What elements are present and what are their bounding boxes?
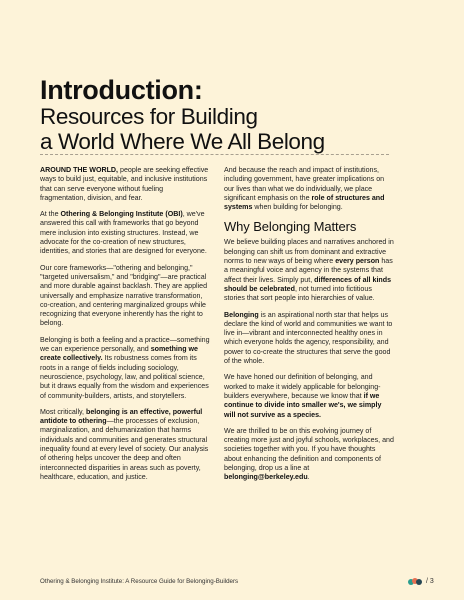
page-number: / 3 (426, 578, 434, 585)
intro-paragraph-1: AROUND THE WORLD, people are seeking effective ways to build just, equitable, and inclusive institutions that can serve everyone without fueling fragmentation, division, and fear. (40, 166, 209, 202)
right-paragraph-5: We are thrilled to be on this evolving journey of creating more just and joyful schools, workplaces, and societies together with you. If you have thoughts about enhancing the definition and components of belonging, drop us a line at belonging@berkeley.edu. (224, 426, 394, 482)
intro-paragraph-3: Our core frameworks—"othering and belonging," "targeted universalism," and "bridging"—are practical and more durable against backlash. They are applied universally and emphasize narrative transformation, co-creation, and centering marginalized groups while recognizing that everyone inherently has the right to belong. (40, 263, 208, 328)
dotted-divider (40, 154, 389, 155)
page-subtitle-line-2: a World Where We All Belong (40, 129, 325, 154)
intro-paragraph-5: Most critically, belonging is an effective, powerful antidote to othering—the processes of exclusion, marginalization, and dehumanization that harms individuals and communities and generates structural inequality found at every level of society. Our analysis of othering helps uncover the deep and often interconnected disparities in areas such as poverty, healthcare, education, and justice. (40, 407, 209, 481)
intro-paragraph-4: Belonging is both a feeling and a practice—something we can experience personally, and something we create collectively. Its robustness comes from its roots in a range of fields including sociology, neuroscience, psychology, law, and political science, but it draws equally from the wisdom and experiences of community-builders, artists, and storytellers. (40, 335, 210, 400)
page-footer (40, 577, 440, 589)
intro-lead-text: AROUND THE WORLD, (40, 166, 119, 174)
right-paragraph-3: Belonging is an aspirational north star that helps us declare the kind of world and communities we want to live in—vibrant and interconnected healthy ones in which everyone holds the agency, responsibility, and power to co-create the structures that serve the good of the whole. (224, 310, 393, 366)
institute-logo-icon (408, 578, 422, 586)
right-paragraph-4: We have honed our definition of belonging, and worked to make it widely applicable for belonging-builders everywhere, because we know that if we continue to divide into smaller we's, we simply will not survive as a species. (224, 373, 382, 419)
section-heading-why-belonging: Why Belonging Matters (224, 219, 357, 235)
right-paragraph-2: We believe building places and narratives anchored in belonging can shift us from dominant and extractive norms to new ways of being where every person has a meaningful voice and agency in the systems that affect their lives. Simply put, differences of all kinds should be celebrated, not turned into fictitious stories that sort people into hierarchies of value. (224, 238, 394, 303)
footer-text: Othering & Belonging Institute: A Resource Guide for Belonging-Builders (40, 578, 239, 585)
page-title: Introduction: (40, 75, 203, 105)
right-paragraph-1: And because the reach and impact of institutions, including government, have greater implications on our lives than what we do individually, we place significant emphasis on the role of structures and systems when building for belonging. (224, 166, 385, 212)
right-column (224, 166, 394, 490)
intro-paragraph-2: At the Othering & Belonging Institute (OBI), we've answered this call with frameworks that go beyond mere inclusion into existing structures. Instead, we advocate for the co-creation of new structures, identities, and stories that are designed for everyone. (40, 210, 207, 256)
contact-email[interactable]: belonging@berkeley.edu (224, 473, 308, 482)
title-block (40, 76, 400, 154)
left-column (40, 166, 210, 489)
page-subtitle-line-1: Resources for Building (40, 104, 258, 129)
